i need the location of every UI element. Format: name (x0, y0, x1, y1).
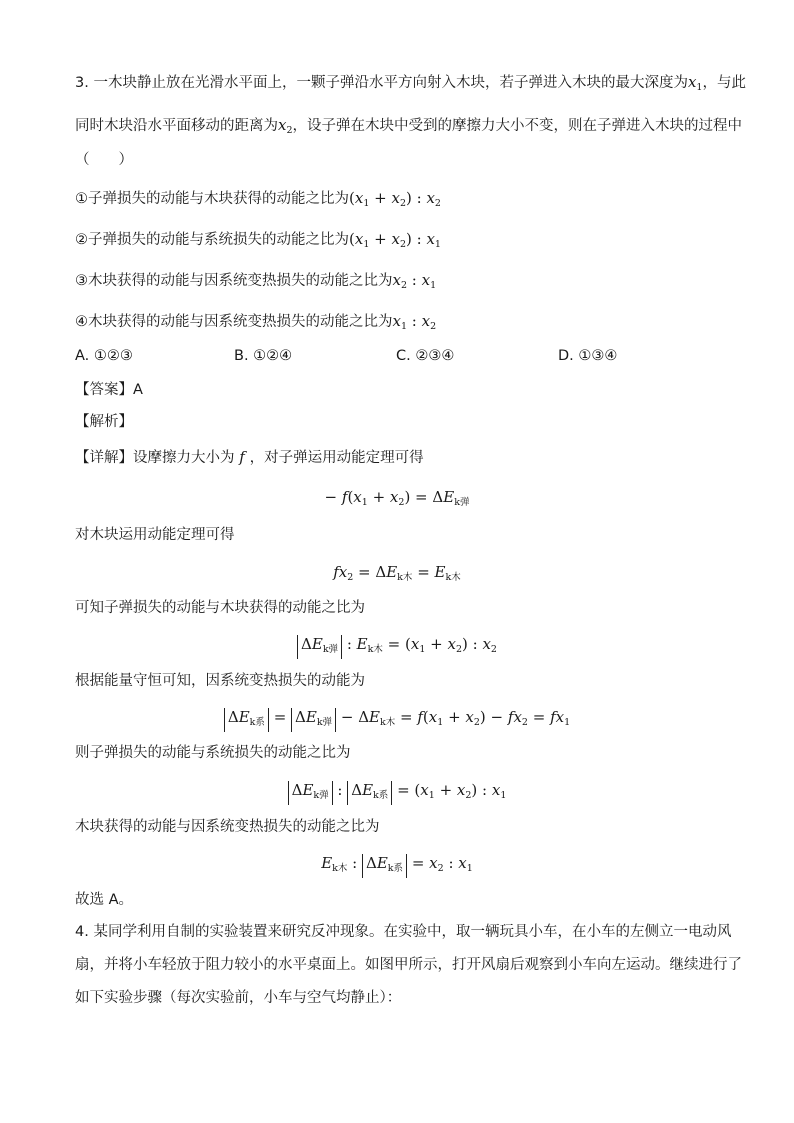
option-letter: A. (75, 348, 90, 364)
equation-ratio-2: $\Delta E_{k弹}$ : $\Delta E_{k系} = (x_1 + x_2)$ : $x_1$ (0, 779, 794, 807)
answer-value: A (133, 382, 143, 398)
option-letter: B. (234, 348, 249, 364)
ratio-expr: $(x_1 + x_2)$ : $x_2$ (349, 189, 441, 209)
q3-option-c (396, 348, 454, 364)
text-block-theorem: 对木块运用动能定理可得 (75, 527, 235, 543)
text-ratio-1: 可知子弹损失的动能与木块获得的动能之比为 (75, 600, 365, 616)
text-energy-conservation: 根据能量守恒可知，因系统变热损失的动能为 (75, 673, 365, 689)
option-letter: D. (558, 348, 574, 364)
statement-text: ③木块获得的动能与因系统变热损失的动能之比为 (75, 273, 393, 289)
q3-option-b (234, 348, 292, 364)
q3-number: 3. (75, 75, 89, 91)
ratio-expr: $x_2$ : $x_1$ (392, 271, 437, 291)
ratio-expr: $(x_1 + x_2)$ : $x_1$ (349, 230, 441, 250)
equation-energy-loss: $\Delta E_{k系} = \Delta E_{k弹} - \Delta E_{k木} = f(x_1 + x_2) - fx_2 = fx_1$ (0, 706, 794, 734)
q3-stem-line1 (75, 72, 746, 98)
q4-line3: 如下实验步骤（每次实验前，小车与空气均静止）： (75, 990, 402, 1006)
statement-text: ④木块获得的动能与因系统变热损失的动能之比为 (75, 314, 393, 330)
q4-line1 (75, 922, 731, 942)
q3-statement-1 (75, 188, 441, 214)
q3-answer-paren: （ ） (75, 152, 133, 168)
equation-block-work: $fx_2 = \Delta E_{k木} = E_{k木}$ (333, 563, 461, 583)
statement-text: ①子弹损失的动能与木块获得的动能之比为 (75, 191, 349, 207)
answer-tag: 【答案】 (75, 382, 133, 398)
q3-conclusion: 故选 A。 (75, 892, 134, 908)
ratio-expr: $x_1$ : $x_2$ (392, 312, 437, 332)
text-ratio-2: 则子弹损失的动能与系统损失的动能之比为 (75, 745, 351, 761)
equation-ratio-1: $\Delta E_{k弹}$ : $E_{k木} = (x_1 + x_2)$ : $x_2$ (0, 633, 794, 661)
option-text: ①③④ (578, 348, 618, 364)
q3-detail (75, 447, 424, 468)
var-x1: $x_1$ (687, 73, 703, 93)
q3-statement-4 (75, 311, 436, 337)
detail-text: 设摩擦力大小为 (133, 450, 235, 466)
q4-line2: 扇，并将小车轻放于阻力较小的水平桌面上。如图甲所示，打开风扇后观察到小车向左运动。继续进行了 (75, 957, 742, 973)
var-f: f (234, 448, 250, 466)
q3-stem-text: 一木块静止放在光滑水平面上，一颗子弹沿水平方向射入木块，若子弹进入木块的最大深度为 (93, 75, 688, 91)
q3-stem-line2 (75, 115, 742, 141)
equation-ratio-3: $E_{k木}$ : $\Delta E_{k系} = x_2$ : $x_1$ (0, 852, 794, 880)
option-text: ①②③ (93, 348, 133, 364)
q3-stem-text: 同时木块沿水平面移动的距离为 (75, 118, 278, 134)
q3-answer (75, 380, 143, 400)
option-text: ①②④ (253, 348, 293, 364)
q3-option-d (558, 348, 617, 364)
q3-statement-2 (75, 229, 441, 255)
option-letter: C. (396, 348, 411, 364)
detail-tag: 【详解】 (75, 450, 133, 466)
q3-analysis-tag: 【解析】 (75, 414, 133, 430)
var-x2: $x_2$ (278, 116, 293, 136)
q3-statement-3 (75, 270, 436, 296)
q4-text: 某同学利用自制的实验装置来研究反冲现象。在实验中，取一辆玩具小车，在小车的左侧立一电动风 (93, 924, 732, 940)
statement-text: ②子弹损失的动能与系统损失的动能之比为 (75, 232, 349, 248)
q3-option-a (75, 348, 133, 364)
q3-stem-text: ，设子弹在木块中受到的摩擦力大小不变，则在子弹进入木块的过程中 (292, 118, 743, 134)
equation-bullet-work: − $f(x_1 + x_2) = \Delta E_{k弹}$ (324, 488, 470, 508)
q4-number: 4. (75, 924, 89, 940)
option-text: ②③④ (415, 348, 455, 364)
q3-stem-text: ，与此 (702, 75, 746, 91)
text-ratio-3: 木块获得的动能与因系统变热损失的动能之比为 (75, 819, 380, 835)
detail-text: ，对子弹运用动能定理可得 (249, 450, 424, 466)
